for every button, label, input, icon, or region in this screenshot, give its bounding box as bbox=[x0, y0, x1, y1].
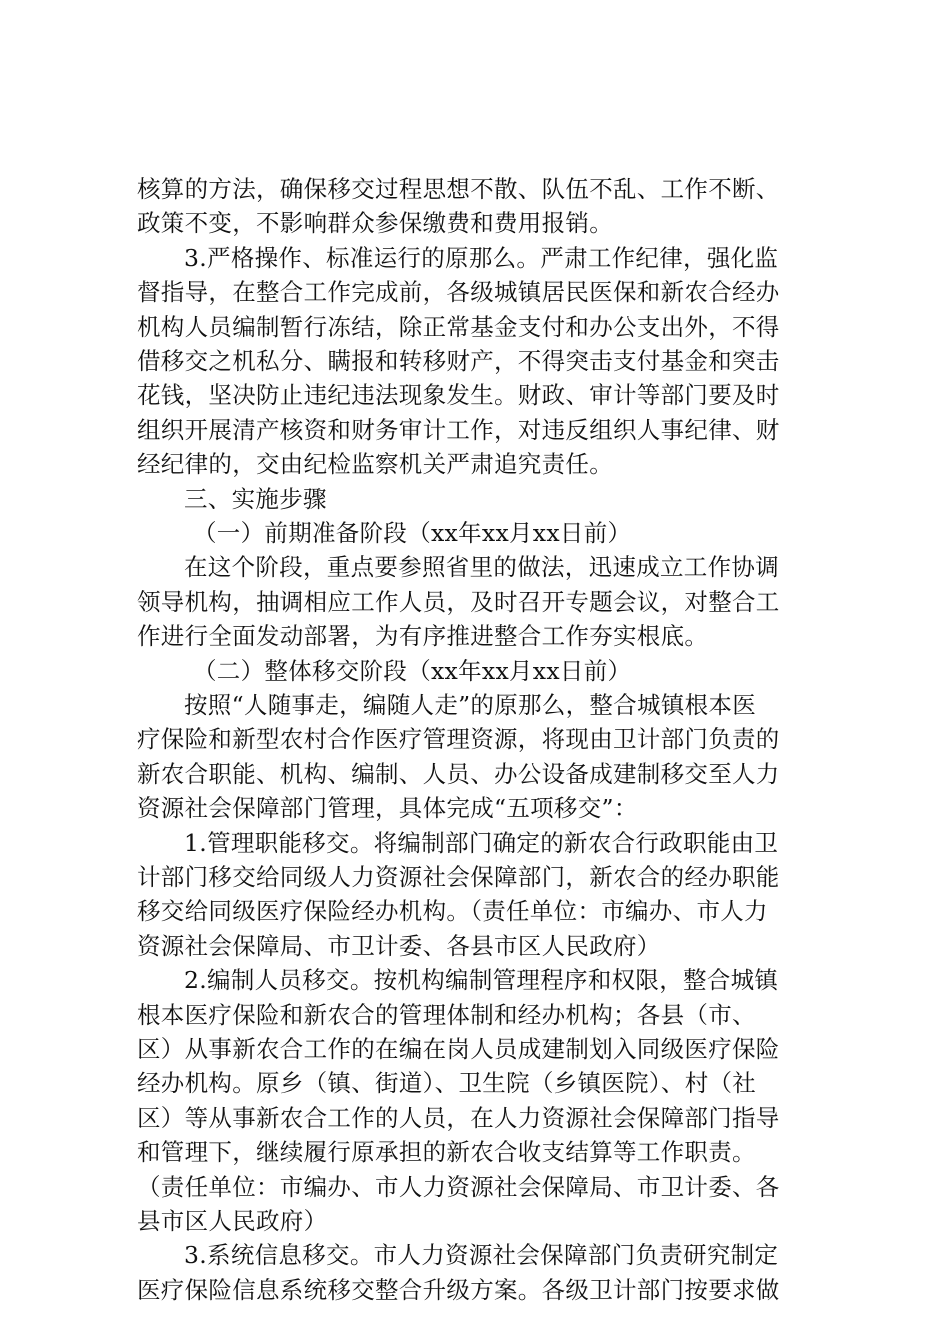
text-line: 计部门移交给同级人力资源社会保障部门，新农合的经办职能 bbox=[137, 863, 780, 891]
text-line: 核算的方法，确保移交过程思想不散、队伍不乱、工作不断、 bbox=[137, 175, 780, 203]
text-line: 督指导，在整合工作完成前，各级城镇居民医保和新农合经办 bbox=[137, 278, 780, 306]
text-line: 疗保险和新型农村合作医疗管理资源，将现由卫计部门负责的 bbox=[137, 725, 780, 753]
text-line: 县市区人民政府） bbox=[137, 1207, 328, 1235]
text-line: 3.系统信息移交。市人力资源社会保障部门负责研究制定 bbox=[184, 1241, 779, 1269]
text-line: 在这个阶段，重点要参照省里的做法，迅速成立工作协调 bbox=[184, 553, 779, 581]
text-line: 区）等从事新农合工作的人员，在人力资源社会保障部门指导 bbox=[137, 1104, 780, 1132]
text-line: 领导机构，抽调相应工作人员，及时召开专题会议，对整合工 bbox=[137, 588, 780, 616]
text-line: 按照“人随事走，编随人走”的原那么，整合城镇根本医 bbox=[184, 691, 757, 719]
text-line: 资源社会保障部门管理，具体完成“五项移交”： bbox=[137, 794, 638, 822]
section-heading: 三、实施步骤 bbox=[184, 485, 327, 513]
text-line: 1.管理职能移交。将编制部门确定的新农合行政职能由卫 bbox=[184, 829, 779, 857]
text-line: 3.严格操作、标准运行的原那么。严肃工作纪律，强化监 bbox=[184, 244, 779, 272]
text-line: 政策不变，不影响群众参保缴费和费用报销。 bbox=[137, 209, 613, 237]
text-line: 借移交之机私分、瞒报和转移财产，不得突击支付基金和突击 bbox=[137, 347, 780, 375]
text-line: 资源社会保障局、市卫计委、各县市区人民政府） bbox=[137, 932, 661, 960]
text-line: 组织开展清产核资和财务审计工作，对违反组织人事纪律、财 bbox=[137, 416, 780, 444]
text-line: 作进行全面发动部署，为有序推进整合工作夯实根底。 bbox=[137, 622, 709, 650]
text-line: 经办机构。原乡（镇、街道）、卫生院（乡镇医院）、村（社 bbox=[137, 1069, 757, 1097]
text-line: 区）从事新农合工作的在编在岗人员成建制划入同级医疗保险 bbox=[137, 1035, 780, 1063]
text-line: 医疗保险信息系统移交整合升级方案。各级卫计部门按要求做 bbox=[137, 1276, 780, 1304]
text-line: 2.编制人员移交。按机构编制管理程序和权限，整合城镇 bbox=[184, 966, 779, 994]
text-line: 机构人员编制暂行冻结，除正常基金支付和办公支出外，不得 bbox=[137, 313, 780, 341]
text-line: 经纪律的，交由纪检监察机关严肃追究责任。 bbox=[137, 450, 613, 478]
subsection-heading: （二）整体移交阶段（xx年xx月xx日前） bbox=[193, 657, 632, 685]
text-line: 花钱，坚决防止违纪违法现象发生。财政、审计等部门要及时 bbox=[137, 381, 780, 409]
subsection-heading: （一）前期准备阶段（xx年xx月xx日前） bbox=[193, 519, 632, 547]
text-line: 和管理下，继续履行原承担的新农合收支结算等工作职责。 bbox=[137, 1138, 756, 1166]
text-line: （责任单位：市编办、市人力资源社会保障局、市卫计委、各 bbox=[137, 1173, 780, 1201]
text-line: 新农合职能、机构、编制、人员、办公设备成建制移交至人力 bbox=[137, 760, 780, 788]
text-line: 移交给同级医疗保险经办机构。（责任单位：市编办、市人力 bbox=[137, 897, 768, 925]
text-line: 根本医疗保险和新农合的管理体制和经办机构；各县（市、 bbox=[137, 1001, 756, 1029]
